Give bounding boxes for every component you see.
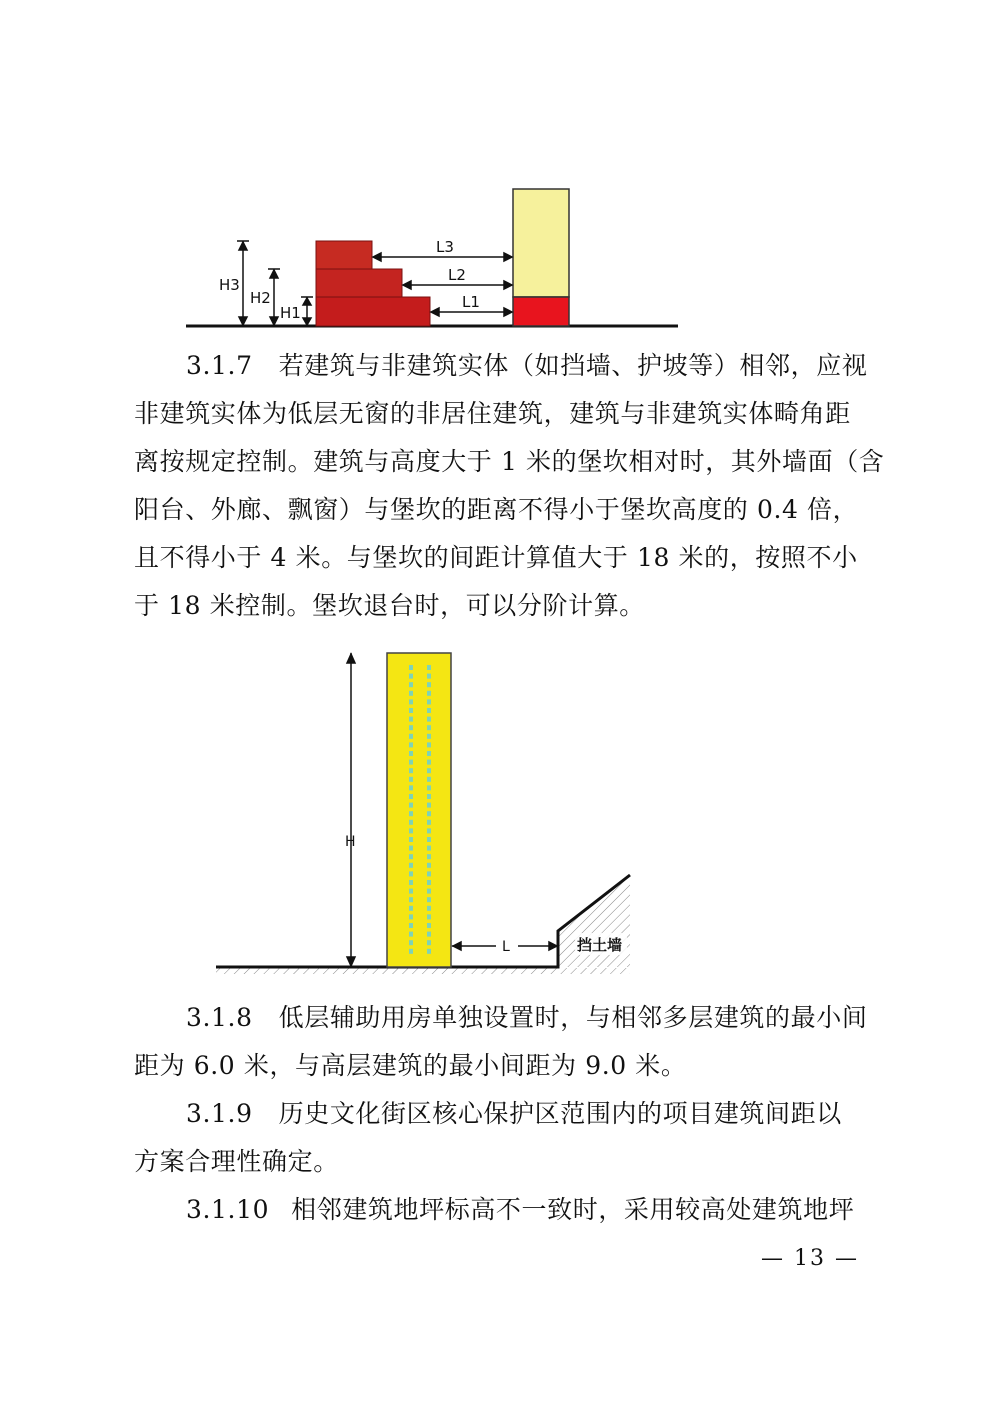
h1-label: H1 xyxy=(280,304,301,322)
window xyxy=(427,897,431,902)
window xyxy=(427,768,431,773)
window xyxy=(409,725,413,730)
window xyxy=(427,803,431,808)
window xyxy=(427,854,431,859)
window xyxy=(409,811,413,816)
l3-label: L3 xyxy=(436,238,454,256)
window xyxy=(427,880,431,885)
l1-label: L1 xyxy=(462,293,480,311)
page-number: — 13 — xyxy=(761,1246,859,1271)
window xyxy=(409,949,413,954)
window xyxy=(409,871,413,876)
window xyxy=(409,785,413,790)
window xyxy=(409,794,413,799)
window xyxy=(409,777,413,782)
section-number: 3.1.9 xyxy=(186,1099,253,1128)
h2-label: H2 xyxy=(250,289,271,307)
window xyxy=(409,742,413,747)
window xyxy=(409,708,413,713)
window xyxy=(427,932,431,937)
window xyxy=(409,863,413,868)
window xyxy=(409,940,413,945)
section-3-1-7-line-2: 非建筑实体为低层无窗的非居住建筑，建筑与非建筑实体畸角距 xyxy=(134,399,851,428)
window xyxy=(427,794,431,799)
window xyxy=(427,820,431,825)
window xyxy=(409,674,413,679)
window xyxy=(409,699,413,704)
window xyxy=(427,863,431,868)
window xyxy=(409,906,413,911)
window xyxy=(427,871,431,876)
ground-hatch xyxy=(216,968,630,974)
window xyxy=(427,725,431,730)
l-label: L xyxy=(502,939,510,955)
retaining-wall-label: 挡土墙 xyxy=(577,936,623,954)
text-line: 若建筑与非建筑实体（如挡墙、护坡等）相邻，应视 xyxy=(278,351,868,380)
window xyxy=(409,914,413,919)
window xyxy=(409,837,413,842)
section-3-1-7-line-5: 且不得小于 4 米。与堡坎的间距计算值大于 18 米的，按照不小 xyxy=(134,543,858,572)
window xyxy=(427,760,431,765)
text-line: 低层辅助用房单独设置时，与相邻多层建筑的最小间 xyxy=(278,1003,868,1032)
section-3-1-10-line-1 xyxy=(134,1186,870,1234)
window xyxy=(409,691,413,696)
window xyxy=(409,803,413,808)
window xyxy=(427,682,431,687)
window xyxy=(427,665,431,670)
window xyxy=(409,923,413,928)
window xyxy=(427,708,431,713)
window xyxy=(427,828,431,833)
window xyxy=(427,949,431,954)
window xyxy=(427,906,431,911)
window xyxy=(409,828,413,833)
window xyxy=(409,846,413,851)
window xyxy=(409,768,413,773)
section-number: 3.1.8 xyxy=(186,1003,253,1032)
section-3-1-7-line-4: 阳台、外廊、飘窗）与堡坎的距离不得小于堡坎高度的 0.4 倍， xyxy=(134,495,859,524)
window xyxy=(427,742,431,747)
window xyxy=(427,889,431,894)
section-3-1-8-line-1 xyxy=(134,994,870,1042)
section-3-1-7-line-3: 离按规定控制。建筑与高度大于 1 米的堡坎相对时，其外墙面（含 xyxy=(134,447,885,476)
window xyxy=(409,897,413,902)
window xyxy=(427,717,431,722)
window xyxy=(409,880,413,885)
window xyxy=(409,820,413,825)
window xyxy=(409,889,413,894)
window xyxy=(427,691,431,696)
section-3-1-9 xyxy=(134,1090,870,1186)
window xyxy=(427,751,431,756)
section-3-1-8-line-2: 距为 6.0 米，与高层建筑的最小间距为 9.0 米。 xyxy=(134,1051,687,1080)
window xyxy=(427,734,431,739)
window xyxy=(427,811,431,816)
section-3-1-9-line-2: 方案合理性确定。 xyxy=(134,1147,339,1176)
window xyxy=(409,854,413,859)
section-number: 3.1.7 xyxy=(186,351,253,380)
window xyxy=(427,777,431,782)
tall-building xyxy=(387,653,451,967)
l2-label: L2 xyxy=(448,266,466,284)
window xyxy=(427,923,431,928)
window xyxy=(409,751,413,756)
window xyxy=(409,665,413,670)
window xyxy=(427,940,431,945)
window xyxy=(427,674,431,679)
window xyxy=(409,760,413,765)
window xyxy=(409,717,413,722)
window xyxy=(409,932,413,937)
section-3-1-10 xyxy=(134,1186,870,1234)
section-3-1-9-line-1 xyxy=(134,1090,870,1138)
window xyxy=(427,837,431,842)
h3-label: H3 xyxy=(219,276,240,294)
window xyxy=(427,699,431,704)
section-number: 3.1.10 xyxy=(186,1195,270,1224)
section-3-1-7-line-6: 于 18 米控制。堡坎退台时，可以分阶计算。 xyxy=(134,591,645,620)
section-3-1-8 xyxy=(134,994,870,1090)
text-line: 历史文化街区核心保护区范围内的项目建筑间距以 xyxy=(278,1099,842,1128)
window xyxy=(427,846,431,851)
h-label: H xyxy=(345,834,356,850)
window xyxy=(427,914,431,919)
window xyxy=(409,734,413,739)
window xyxy=(427,785,431,790)
text-line: 相邻建筑地坪标高不一致时，采用较高处建筑地坪 xyxy=(291,1195,855,1224)
window xyxy=(409,682,413,687)
